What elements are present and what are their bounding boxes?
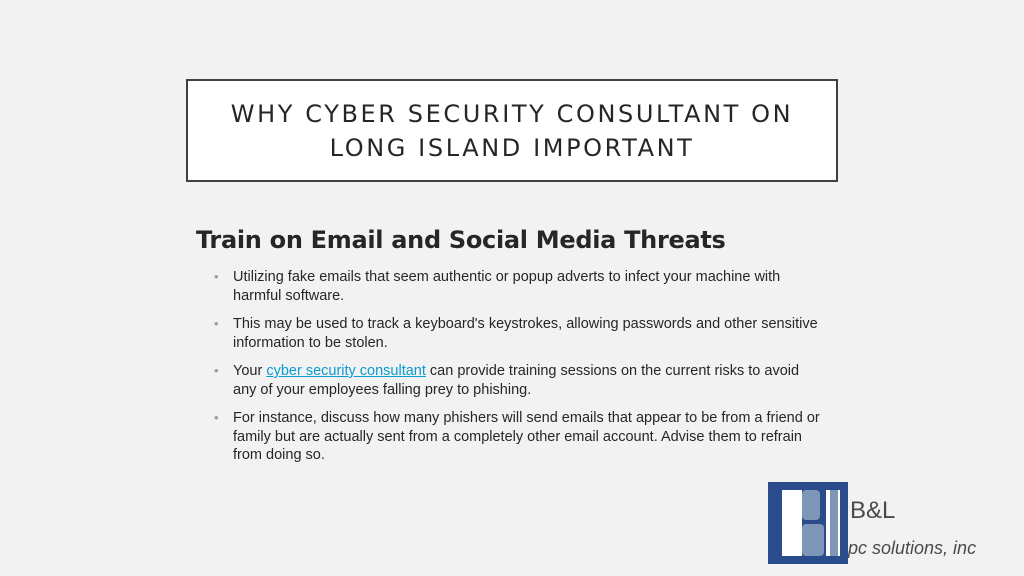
bullet-dot-icon: • — [214, 363, 219, 378]
bullet-item-2 — [214, 315, 826, 352]
bullet-text-4: For instance, discuss how many phishers will send emails that appear to be from a friend or family but are actually sent from a completely other email account. Advise them to refrain from doing so. — [233, 410, 820, 463]
bullet-text-2: This may be used to track a keyboard's keystrokes, allowing passwords and other sensitive information to be stolen. — [233, 316, 818, 351]
logo-tagline: pc solutions, inc — [848, 538, 977, 558]
slide-title-line-1: WHY CYBER SECURITY CONSULTANT ON — [230, 99, 794, 128]
section-heading: Train on Email and Social Media Threats — [196, 226, 726, 254]
slide-title-line-2: LONG ISLAND IMPORTANT — [329, 133, 695, 162]
bullet-item-3 — [214, 362, 826, 399]
cyber-security-consultant-link[interactable]: cyber security consultant — [266, 363, 426, 379]
bullet-dot-icon: • — [214, 410, 219, 425]
bullet-dot-icon: • — [214, 316, 219, 331]
logo-name: B&L — [850, 497, 896, 524]
bullet-list — [196, 268, 826, 465]
bullet-text-3-suffix: can provide training sessions on the current risks to avoid any of your employees falling prey to phishing. — [233, 363, 800, 398]
bullet-text-1: Utilizing fake emails that seem authentic or popup adverts to infect your machine with harmful software. — [233, 269, 781, 304]
slide-title-box — [186, 79, 838, 182]
bullet-dot-icon: • — [214, 269, 219, 284]
logo-mark-icon — [768, 482, 848, 564]
bullet-item-4 — [214, 409, 826, 465]
slide-content — [196, 224, 826, 475]
company-logo — [768, 482, 998, 564]
bullet-text-3-prefix: Your — [233, 363, 267, 379]
bullet-item-1 — [214, 268, 826, 305]
